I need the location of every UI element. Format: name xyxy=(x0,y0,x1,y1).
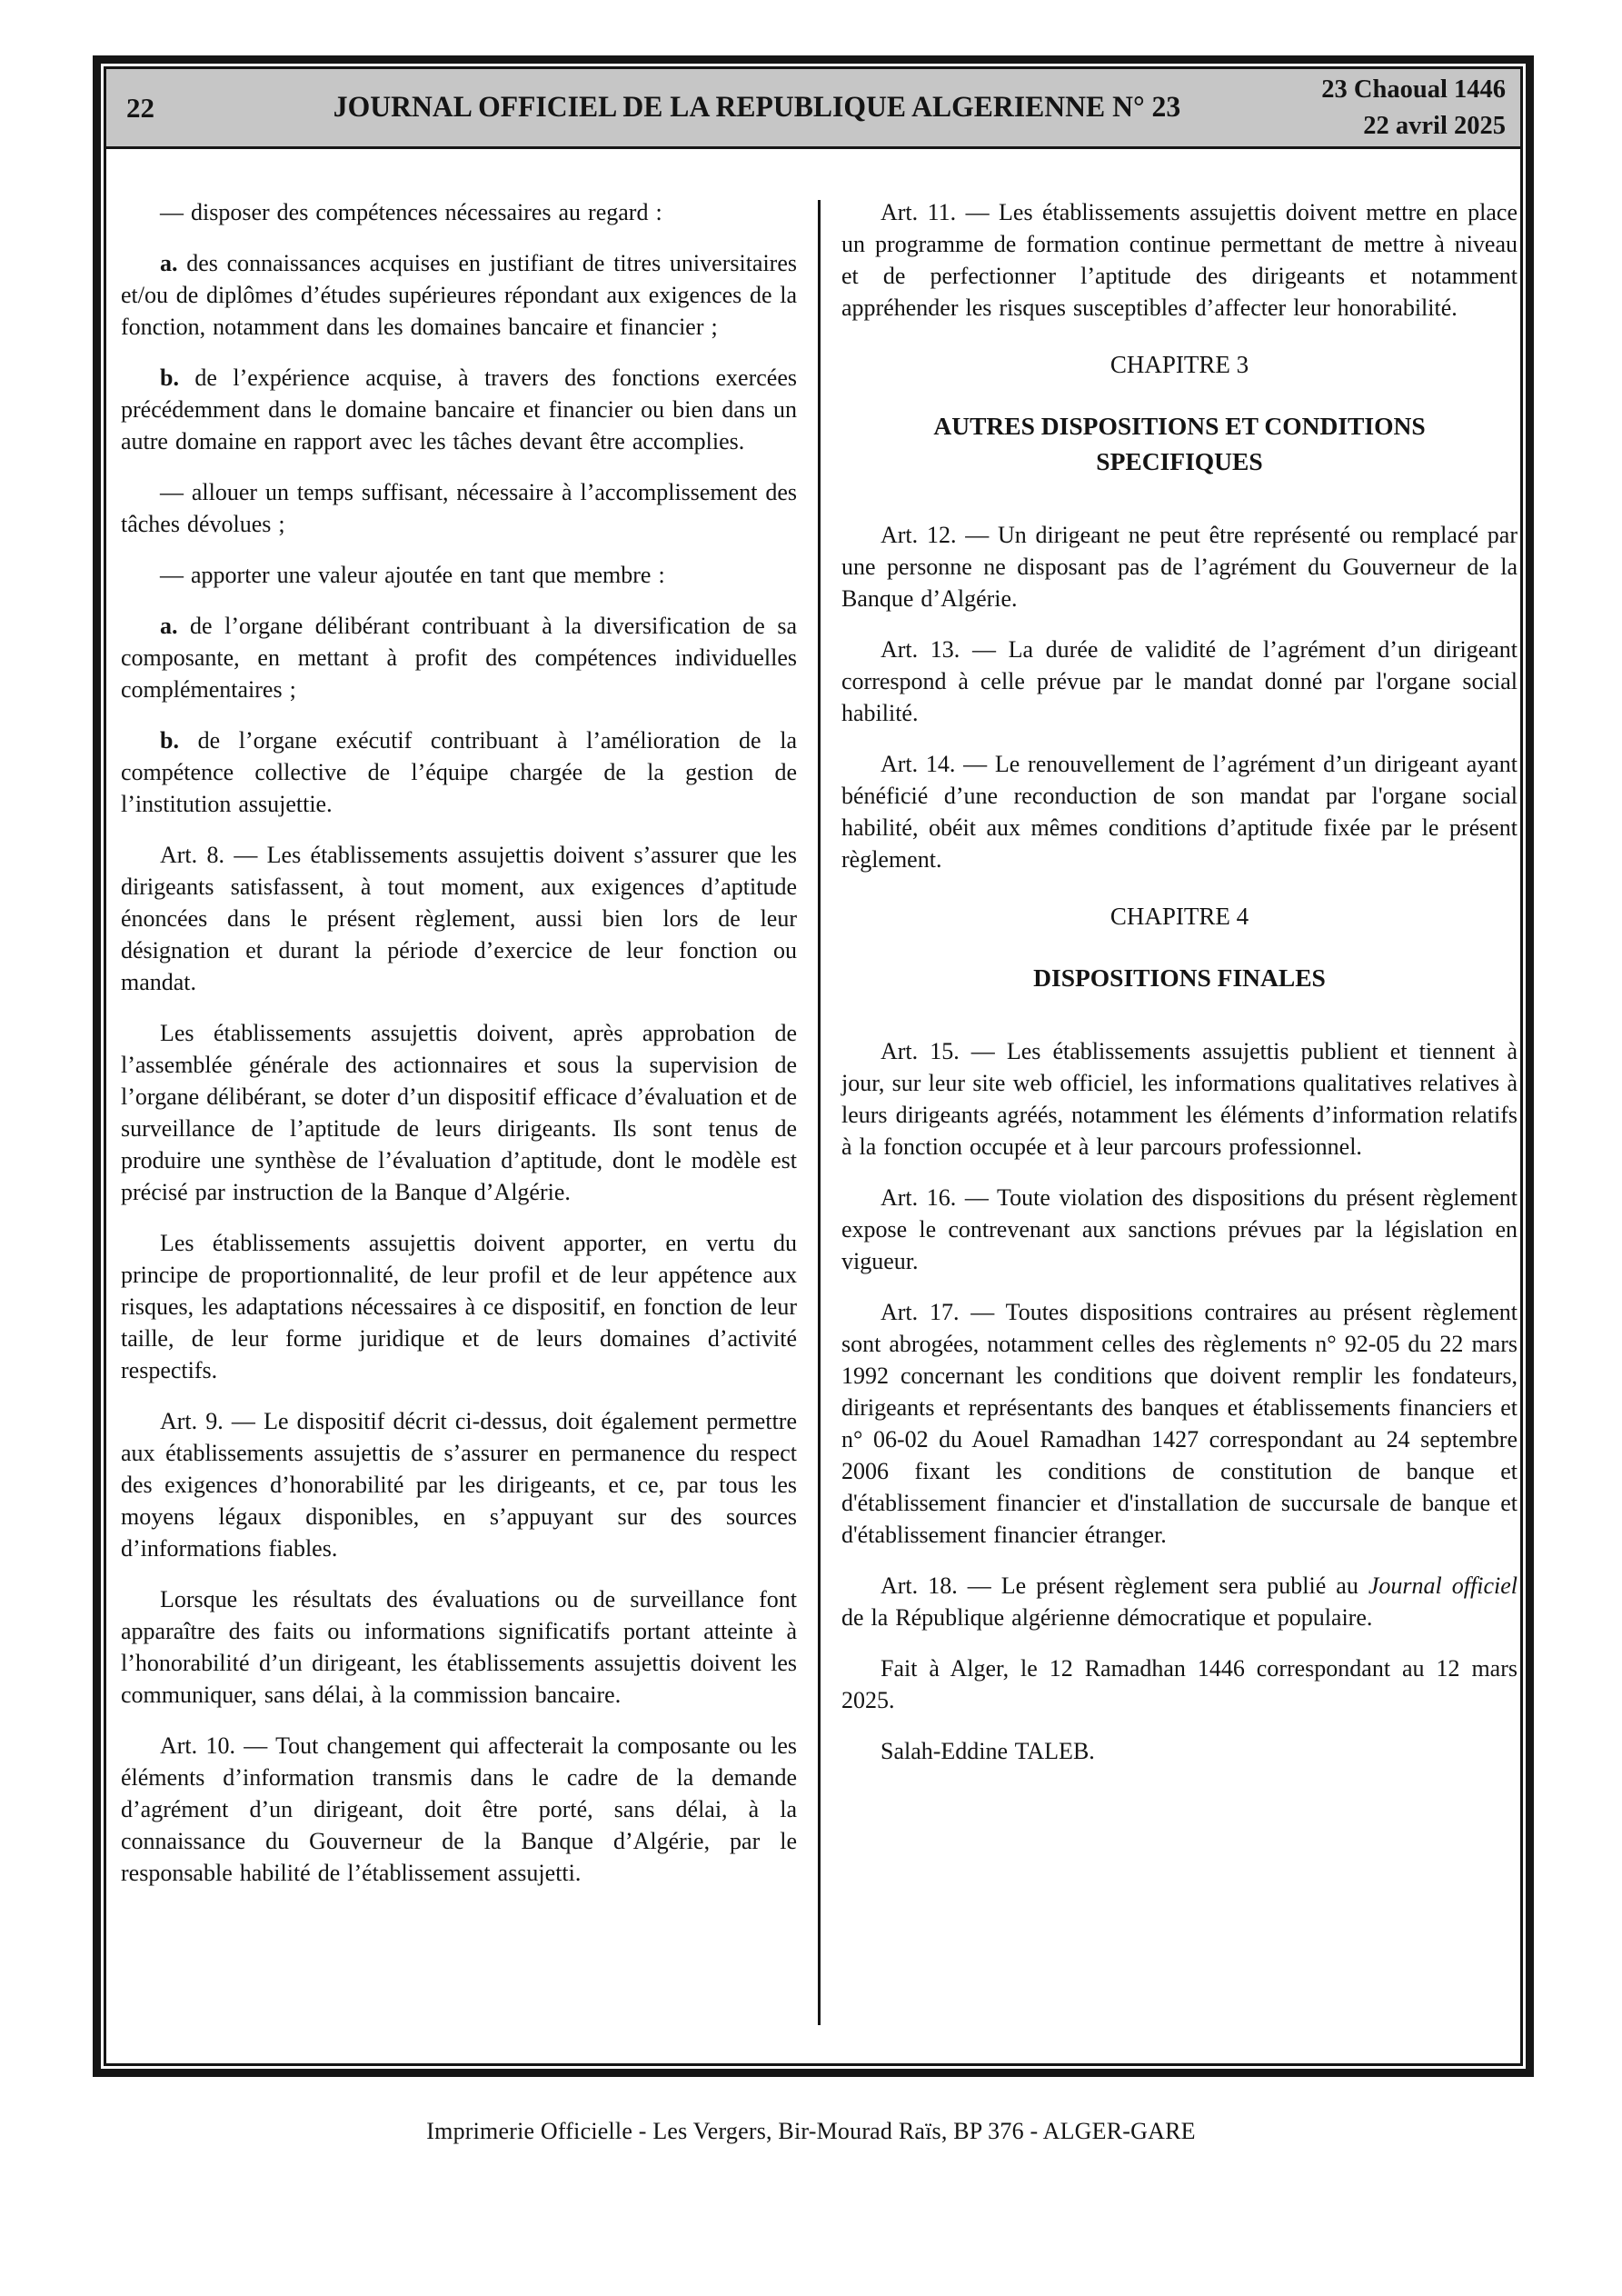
journal-header-band xyxy=(106,69,1520,149)
paragraph-text: — apporter une valeur ajoutée en tant que membre : xyxy=(160,562,665,588)
chapter-3-heading: CHAPITRE 3 xyxy=(1110,351,1249,378)
paragraph-art-14 xyxy=(841,748,1518,875)
page-body xyxy=(106,149,1520,2063)
paragraph-text: Fait à Alger, le 12 Ramadhan 1446 correspondant au 12 mars 2025. xyxy=(841,1655,1518,1713)
paragraph-item-b-organe-executif xyxy=(121,724,797,820)
paragraph-art-15 xyxy=(841,1035,1518,1163)
paragraph-fait-a-alger xyxy=(841,1652,1518,1716)
chapter-4-title: DISPOSITIONS FINALES xyxy=(1033,963,1326,992)
journal-title: JOURNAL OFFICIEL DE LA REPUBLIQUE ALGERIENNE N° 23 xyxy=(333,91,1181,124)
paragraph-text: de l’organe délibérant contribuant à la diversification de sa composante, en mettant à profit des compétences individuelles complémentaires ; xyxy=(121,613,797,703)
column-divider xyxy=(818,200,821,2025)
paragraph-text: Art. 18. — Le présent règlement sera publié au xyxy=(881,1572,1368,1599)
paragraph-item-a-connaissances xyxy=(121,247,797,343)
date-gregorian: 22 avril 2025 xyxy=(1363,111,1506,140)
chapter-4-heading: CHAPITRE 4 xyxy=(1110,903,1249,930)
paragraph-dash-temps xyxy=(121,476,797,540)
paragraph-art-17 xyxy=(841,1296,1518,1551)
paragraph-text: Art. 16. — Toute violation des dispositions du présent règlement expose le contrevenant aux sanctions prévues par la législation en vigueur. xyxy=(841,1184,1518,1274)
page-number: 22 xyxy=(126,91,154,124)
paragraph-text: Art. 17. — Toutes dispositions contraires au présent règlement sont abrogées, notamment celles des règlements n° 92-05 du 22 mars 1992 concernant les conditions que doivent remplir les fondateurs, dirigeants et représentants des banques et établissements financiers et n° 06-02 du Aouel Ramadhan 1427 correspondant au 24 septembre 2006 fixant les conditions de constitution de banque et d'établissement financier et d'installation de succursale de banque et d'établissement financier étranger. xyxy=(841,1299,1518,1548)
paragraph-text: de la République algérienne démocratique et populaire. xyxy=(841,1604,1373,1631)
page-frame xyxy=(93,55,1534,2077)
paragraph-text: Art. 8. — Les établissements assujettis doivent s’assurer que les dirigeants satisfassent, à tout moment, aux exigences d’aptitude énoncées dans le présent règlement, aussi bien lors de leur désignation et durant la période d’exercice de leur fonction ou mandat. xyxy=(121,842,797,995)
paragraph-text: Les établissements assujettis doivent, après approbation de l’assemblée générale des actionnaires et sous la supervision de l’organe délibérant, se doter d’un dispositif efficace d’évaluation et de surveillance de l’aptitude de leurs dirigeants. Ils sont tenus de produire une synthèse de l’évaluation d’aptitude, dont le modèle est précisé par instruction de la Banque d’Algérie. xyxy=(121,1020,797,1205)
paragraph-text: Art. 13. — La durée de validité de l’agrément d’un dirigeant correspond à celle prévue par le mandat donné par l'organe social habilité. xyxy=(841,636,1518,726)
issue-dates xyxy=(1233,72,1506,145)
paragraph-text: — disposer des compétences nécessaires au regard : xyxy=(160,199,662,225)
signature: Salah-Eddine TALEB. xyxy=(881,1738,1095,1764)
paragraph-art-8-suite-2 xyxy=(121,1227,797,1386)
paragraph-art-8-suite-1 xyxy=(121,1017,797,1208)
paragraph-text: de l’expérience acquise, à travers des fonctions exercées précédemment dans le domaine bancaire et financier ou bien dans un autre domaine en rapport avec les tâches devant être accomplies. xyxy=(121,364,797,454)
paragraph-art-18 xyxy=(841,1570,1518,1633)
paragraph-art-9 xyxy=(121,1405,797,1564)
paragraph-lead: a. xyxy=(160,250,178,276)
paragraph-text: Art. 11. — Les établissements assujettis doivent mettre en place un programme de formation continue permettant de mettre à niveau et de perfectionner l’aptitude des dirigeants et notamment appréhender les risques susceptibles d’affecter leur honorabilité. xyxy=(841,199,1518,321)
paragraph-art-8 xyxy=(121,839,797,998)
right-column xyxy=(841,196,1518,2063)
paragraph-art-16 xyxy=(841,1182,1518,1277)
paragraph-text: — allouer un temps suffisant, nécessaire à l’accomplissement des tâches dévolues ; xyxy=(121,479,797,537)
paragraph-lead: b. xyxy=(160,364,179,391)
paragraph-item-a-organe-deliberant xyxy=(121,610,797,705)
left-column xyxy=(121,196,797,2063)
page-frame-inner xyxy=(104,66,1523,2066)
paragraph-text: Art. 9. — Le dispositif décrit ci-dessus, doit également permettre aux établissements assujettis de s’assurer en permanence du respect des exigences d’honorabilité par les dirigeants, et ce, par tous les moyens légaux disponibles, en s’appuyant sur des sources d’informations fiables. xyxy=(121,1408,797,1562)
paragraph-lead: a. xyxy=(160,613,178,639)
paragraph-art-13 xyxy=(841,634,1518,729)
paragraph-art-12 xyxy=(841,519,1518,614)
paragraph-text: des connaissances acquises en justifiant de titres universitaires et/ou de diplômes d’études supérieures répondant aux exigences de la fonction, notamment dans les domaines bancaire et financier ; xyxy=(121,250,797,340)
paragraph-text: Lorsque les résultats des évaluations ou de surveillance font apparaître des faits ou informations significatifs portant atteinte à l’honorabilité d’un dirigeant, les établissements assujettis doivent les communiquer, sans délai, à la commission bancaire. xyxy=(121,1586,797,1708)
paragraph-text: Art. 14. — Le renouvellement de l’agrément d’un dirigeant ayant bénéficié d’une reconduction de son mandat par l'organe social habilité, obéit aux mêmes conditions d’aptitude fixée par le présent règlement. xyxy=(841,751,1518,873)
paragraph-text: de l’organe exécutif contribuant à l’amélioration de la compétence collective de l’équipe chargée de la gestion de l’institution assujettie. xyxy=(121,727,797,817)
paragraph-lead: b. xyxy=(160,727,179,754)
paragraph-text: Art. 15. — Les établissements assujettis publient et tiennent à jour, sur leur site web officiel, les informations qualitatives relatives à leurs dirigeants agréés, notamment les éléments d’information relatifs à la fonction occupée et à leur parcours professionnel. xyxy=(841,1038,1518,1160)
paragraph-text: Art. 10. — Tout changement qui affecterait la composante ou les éléments d’information transmis dans le cadre de la demande d’agrément d’un dirigeant, doit être porté, sans délai, à la connaissance du Gouverneur de la Banque d’Algérie, par le responsable habilité de l’établissement assujetti. xyxy=(121,1732,797,1886)
paragraph-dash-valeur xyxy=(121,559,797,591)
journal-officiel-italic: Journal officiel xyxy=(1368,1572,1518,1599)
chapter-3-title: AUTRES DISPOSITIONS ET CONDITIONS SPECIFIQUES xyxy=(933,412,1426,475)
imprint-footer: Imprimerie Officielle - Les Vergers, Bir-Mourad Raïs, BP 376 - ALGER-GARE xyxy=(426,2118,1196,2144)
paragraph-art-9-suite xyxy=(121,1583,797,1711)
paragraph-art-11 xyxy=(841,196,1518,324)
paragraph-text: Les établissements assujettis doivent apporter, en vertu du principe de proportionnalité, de leur profil et de leur appétence aux risques, les adaptations nécessaires à ce dispositif, en fonction de leur taille, de leur forme juridique et de leurs domaines d’activité respectifs. xyxy=(121,1230,797,1383)
date-hijri: 23 Chaoual 1446 xyxy=(1321,75,1506,104)
paragraph-item-b-experience xyxy=(121,362,797,457)
paragraph-art-10 xyxy=(121,1730,797,1889)
paragraph-dash-competences xyxy=(121,196,797,228)
paragraph-text: Art. 12. — Un dirigeant ne peut être représenté ou remplacé par une personne ne disposant pas de l’agrément du Gouverneur de la Banque d’Algérie. xyxy=(841,522,1518,612)
